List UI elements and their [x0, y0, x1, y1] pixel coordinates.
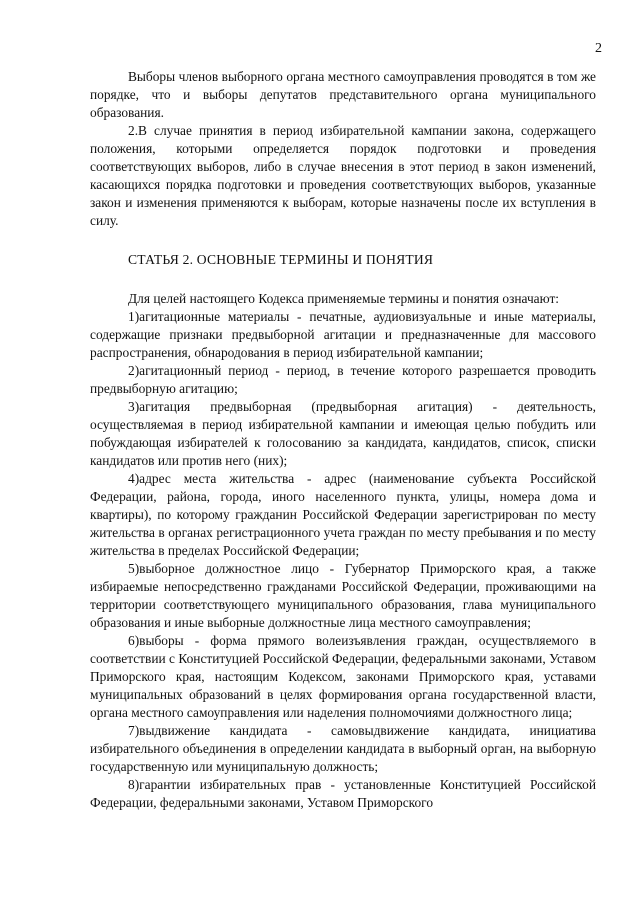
article-intro: Для целей настоящего Кодекса применяемые термины и понятия означают:	[128, 291, 560, 306]
term-item-8: 8)гарантии избирательных прав - установленные Конституцией Российской Федерации, федеральными законами, Уставом Приморского	[90, 777, 596, 810]
term-item-7: 7)выдвижение кандидата - самовыдвижение кандидата, инициатива избирательного объединения в определении кандидата в выборный орган, на выборную государственную или муниципальную должность;	[90, 723, 596, 774]
term-item-3: 3)агитация предвыборная (предвыборная агитация) - деятельность, осуществляемая в период избирательной кампании и имеющая целью побудить или побуждающая избирателей к голосованию за кандидата, кандидатов, список, списки кандидатов или против него (них);	[90, 399, 596, 468]
term-item-5: 5)выборное должностное лицо - Губернатор Приморского края, а также избираемые непосредственно гражданами Российской Федерации, проживающими на территории соответствующего муниципального образования, глава муниципального образования и иные выборные должностные лица местного самоуправления;	[90, 561, 596, 630]
page-number: 2	[595, 41, 602, 56]
spacer	[90, 230, 596, 251]
term-item-6: 6)выборы - форма прямого волеизъявления граждан, осуществляемого в соответствии с Конституцией Российской Федерации, федеральными законами, Уставом Приморского края, настоящим Кодексом, законами Приморского края, уставами муниципальных образований в целях формирования органа государственной власти, органа местного самоуправления или наделения полномочиями должностного лица;	[90, 633, 596, 720]
article-heading: СТАТЬЯ 2. ОСНОВНЫЕ ТЕРМИНЫ И ПОНЯТИЯ	[128, 252, 434, 267]
document-body	[90, 68, 596, 812]
paragraph-law-changes: 2.В случае принятия в период избирательной кампании закона, содержащего положения, которыми определяется порядок подготовки и проведения соответствующих выборов, либо в случае внесения в этот период в закон изменений, касающихся порядка подготовки и проведения соответствующих выборов, указанные закон и изменения применяются к выборам, которые назначены после их вступления в силу.	[90, 123, 596, 228]
term-item-1: 1)агитационные материалы - печатные, аудиовизуальные и иные материалы, содержащие признаки предвыборной агитации и предназначенные для массового распространения, обнародования в период избирательной кампании;	[90, 309, 596, 360]
term-item-2: 2)агитационный период - период, в течение которого разрешается проводить предвыборную агитацию;	[90, 363, 596, 396]
paragraph-elected-body-elections: Выборы членов выборного органа местного самоуправления проводятся в том же порядке, что и выборы депутатов представительного органа муниципального образования.	[90, 69, 596, 120]
term-item-4: 4)адрес места жительства - адрес (наименование субъекта Российской Федерации, района, города, иного населенного пункта, улицы, номера дома и квартиры), по которому гражданин Российской Федерации зарегистрирован по месту жительства в органах регистрационного учета граждан по месту пребывания и по месту жительства в пределах Российской Федерации;	[90, 471, 596, 558]
spacer	[90, 269, 596, 290]
